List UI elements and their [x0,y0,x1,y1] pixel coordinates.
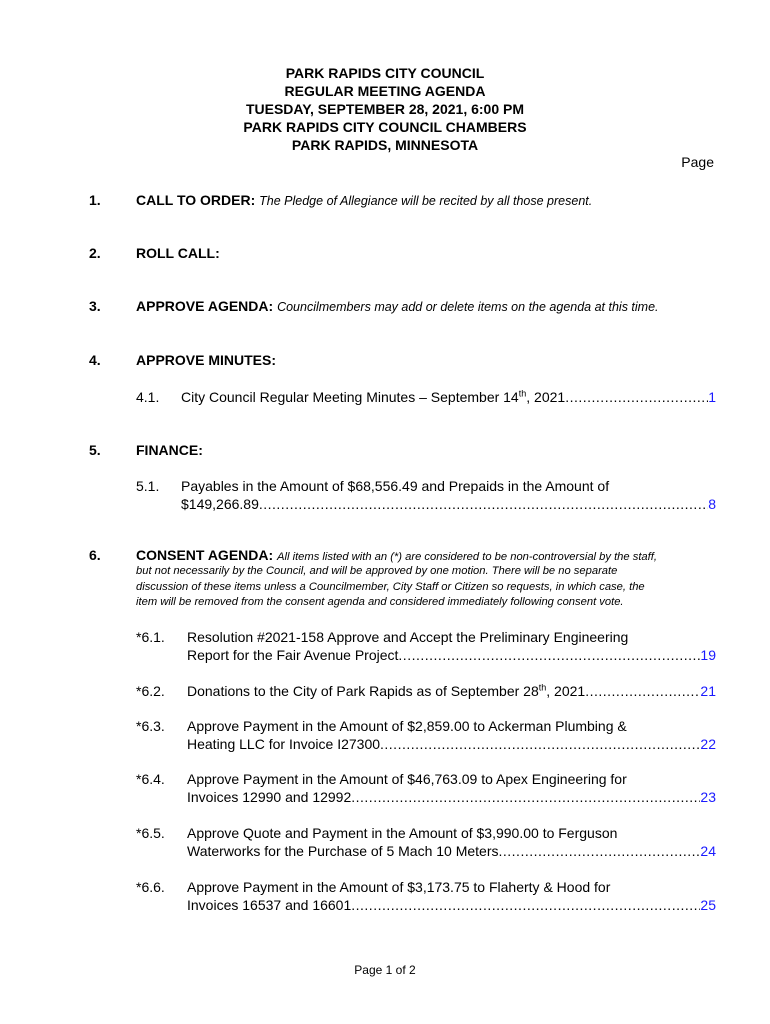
item-body [181,477,716,513]
item-text-line1: Approve Payment in the Amount of $46,763.09 to Apex Engineering for [187,771,627,787]
item-text-line2: Heating LLC for Invoice I27300 [187,736,381,752]
item-text-line2: Invoices 16537 and 16601 [187,897,352,913]
item-number: *6.5. [136,825,165,841]
header-council: PARK RAPIDS CITY COUNCIL [285,65,485,81]
page-column-label: Page [681,154,714,170]
section-number: 3. [89,298,101,314]
section-note: The Pledge of Allegiance will be recited by all those present. [259,194,593,208]
leader-dots [259,495,708,513]
section-number: 5. [89,442,101,458]
section-number: 6. [89,547,101,563]
item-body [187,824,716,860]
item-line [187,646,716,664]
page-link[interactable]: 19 [700,647,716,663]
leader-dots [585,682,700,700]
header-location: PARK RAPIDS CITY COUNCIL CHAMBERS [243,119,527,135]
section-number: 1. [89,192,101,208]
section-title: FINANCE: [136,442,203,458]
item-body [187,878,716,914]
item-line [187,735,716,753]
item-line [187,896,716,914]
leader-dots [499,842,701,860]
page-link[interactable]: 24 [700,843,716,859]
agenda-header [0,64,770,154]
item-number: *6.6. [136,879,165,895]
item-text: City Council Regular Meeting Minutes – September 14th, 2021 [181,388,566,405]
item-line [181,495,716,513]
section-number: 4. [89,352,101,368]
page-link[interactable]: 21 [700,683,716,699]
item-text-line1: Approve Payment in the Amount of $2,859.00 to Ackerman Plumbing & [187,718,627,734]
item-number: *6.2. [136,683,165,699]
item-line [187,788,716,806]
item-number: *6.1. [136,629,165,645]
leader-dots [565,388,708,406]
item-text-line2: Waterworks for the Purchase of 5 Mach 10 Meters [187,843,499,859]
page-link[interactable]: 8 [708,496,716,512]
item-number: 5.1. [136,478,160,494]
consent-title-line [136,547,736,563]
leader-dots [380,735,700,753]
item-text-line2: $149,266.89 [181,496,259,512]
page-footer: Page 1 of 2 [354,963,416,977]
section-title: CONSENT AGENDA: [136,547,274,563]
page-link[interactable]: 1 [708,389,716,405]
item-text-line1: Payables in the Amount of $68,556.49 and Prepaids in the Amount of [181,478,610,494]
consent-note-line2: but not necessarily by the Council, and will be approved by one motion. There will be no separate [136,565,618,577]
item-number: 4.1. [136,389,160,405]
section-title: APPROVE MINUTES: [136,352,277,368]
section-number: 2. [89,245,101,261]
header-city: PARK RAPIDS, MINNESOTA [291,137,479,153]
section-title: APPROVE AGENDA: Councilmembers may add or delete items on the agenda at this time. [136,298,659,314]
item-body [187,770,716,806]
consent-note [136,564,726,611]
item-body [187,717,716,753]
item-body [187,628,716,664]
consent-note-line1: All items listed with an (*) are considered to be non-controversial by the staff, [277,551,657,563]
header-date: TUESDAY, SEPTEMBER 28, 2021, 6:00 PM [245,101,525,117]
leader-dots [398,646,700,664]
item-text-line1: Approve Payment in the Amount of $3,173.75 to Flaherty & Hood for [187,879,611,895]
item-line [187,842,716,860]
item-number: *6.3. [136,718,165,734]
consent-note-line3: discussion of these items unless a Councilmember, City Staff or Citizen so requests, in which case, the [136,580,645,593]
section-title: CALL TO ORDER: The Pledge of Allegiance will be recited by all those present. [136,192,593,208]
item-text: Donations to the City of Park Rapids as of September 28th, 2021 [187,682,586,699]
item-number: *6.4. [136,771,165,787]
item-text-line2: Report for the Fair Avenue Project [187,647,399,663]
page-link[interactable]: 22 [700,736,716,752]
header-meeting-type: REGULAR MEETING AGENDA [284,83,486,99]
section-note: Councilmembers may add or delete items on the agenda at this time. [277,300,659,314]
item-line [181,388,716,406]
consent-note-line4: item will be removed from the consent agenda and considered immediately following consent vote. [136,596,624,609]
page-link[interactable]: 23 [700,789,716,805]
item-text-line1: Resolution #2021-158 Approve and Accept the Preliminary Engineering [187,629,629,645]
item-line [187,682,716,700]
leader-dots [351,788,700,806]
item-text-line1: Approve Quote and Payment in the Amount of $3,990.00 to Ferguson [187,825,618,841]
page-link[interactable]: 25 [700,897,716,913]
item-text-line2: Invoices 12990 and 12992 [187,789,352,805]
section-title: ROLL CALL: [136,245,220,261]
leader-dots [351,896,700,914]
